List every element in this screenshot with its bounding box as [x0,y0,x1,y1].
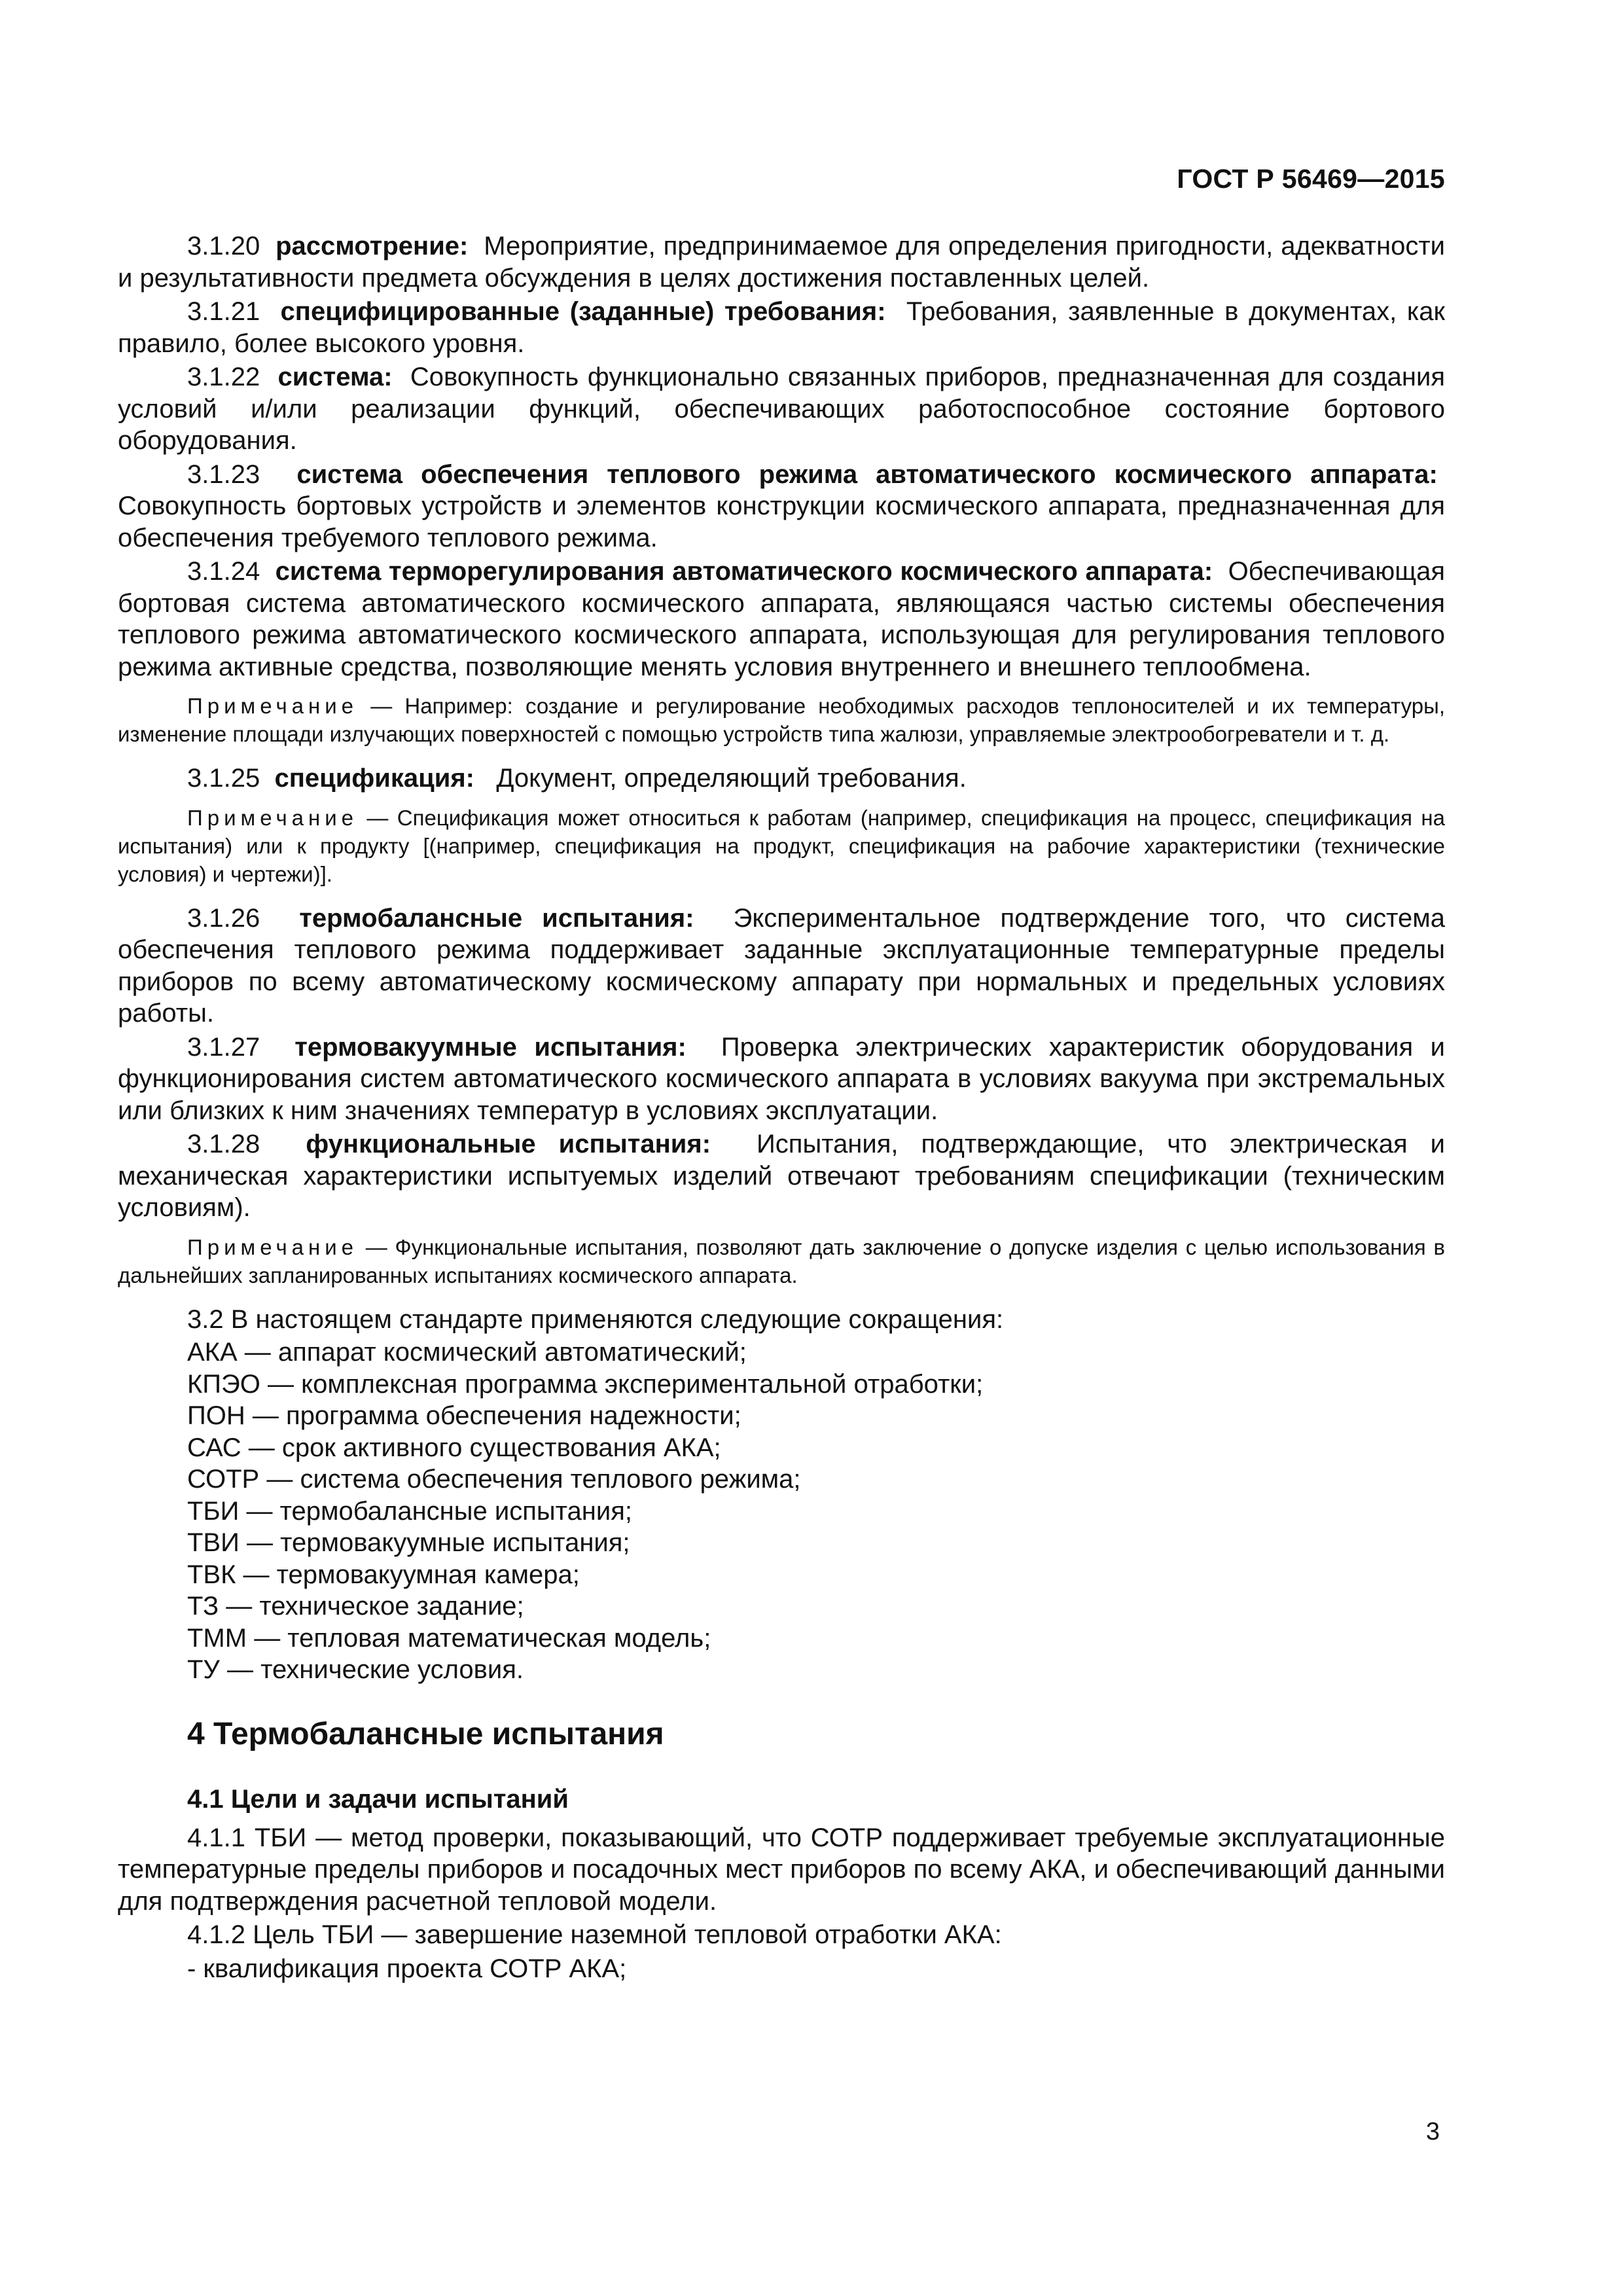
abbreviation-item: КПЭО — комплексная программа экспериментальной отработки; [187,1369,984,1399]
abbreviation-item: ТУ — технические условия. [187,1655,524,1684]
definition-text: Требования, заявленные в документах, как правило, более высокого уровня. [118,297,1445,358]
page-content [118,230,1445,1986]
note-text: — Функциональные испытания, позволяют дать заключение о допуске изделия с целью использования в дальнейших запланированных испытаниях космического аппарата. [118,1234,1446,1287]
abbreviation-item: ТБИ — термобалансные испытания; [187,1496,632,1526]
definition-number: 3.1.22 [187,363,260,391]
note-2 [118,804,1445,888]
bullet-item: - квалификация проекта СОТР АКА; [187,1954,627,1983]
definition-number: 3.1.23 [187,459,260,489]
definition-number: 3.1.28 [187,1130,260,1158]
definition-term: функциональные испытания: [306,1130,711,1158]
abbreviations-intro: 3.2 В настоящем стандарте применяются следующие сокращения: [187,1304,1004,1334]
section-4-heading: 4 Термобалансные испытания [187,1716,664,1751]
note-text: — Например: создание и регулирование необходимых расходов теплоносителей и их температуры, изменение площади излучающих поверхностей с помощью устройств типа жалюзи, управляемые электрообогреватели и т. д. [118,694,1445,746]
definition-3-1-27 [118,1031,1445,1127]
definition-3-1-20 [118,230,1445,294]
abbreviation-item: ТВИ — термовакуумные испытания; [187,1528,630,1557]
definition-text: Обеспечивающая бортовая система автоматического космического аппарата, являющаяся частью системы обеспечения теплового режима автоматического космического аппарата, использующая для регулирования теплового режима активные средства, позволяющие менять условия внутреннего и внешнего теплообмена. [118,557,1446,681]
definition-term: система: [277,363,393,391]
definition-term: система терморегулирования автоматического космического аппарата: [275,557,1213,586]
definition-3-1-23 [118,459,1445,554]
definition-3-1-28 [118,1128,1445,1224]
definition-number: 3.1.24 [187,557,260,586]
definition-number: 3.1.27 [187,1032,260,1062]
definition-3-1-26 [118,903,1445,1030]
definition-text: Проверка электрических характеристик оборудования и функционирования систем автоматического космического аппарата в условиях вакуума при экстремальных или близких к ним значениях температур в условиях эксплуатации. [118,1032,1445,1125]
abbreviation-item: ПОН — программа обеспечения надежности; [187,1401,741,1430]
abbreviation-item: САС — срок активного существования АКА; [187,1433,721,1462]
definition-3-1-22 [118,361,1445,457]
note-label: Примечание [187,694,359,718]
definition-text: Совокупность функционально связанных приборов, предназначенная для создания условий и/или реализации функций, обеспечивающих работоспособное состояние бортового оборудования. [118,363,1445,455]
definition-number: 3.1.25 [187,764,260,793]
abbreviation-item: ТВК — термовакуумная камера; [187,1560,580,1589]
definition-text: Испытания, подтверждающие, что электрическая и механическая характеристики испытуемых изделий отвечают требованиям спецификации (техническим условиям). [118,1130,1446,1222]
definition-term: система обеспечения теплового режима автоматического космического аппарата: [296,459,1438,489]
abbreviations-list [118,1336,1445,1686]
definition-text: Экспериментальное подтверждение того, что система обеспечения теплового режима поддерживает заданные эксплуатационные температурные пределы приборов по всему автоматическому космическому аппарату при нормальных и предельных условиях работы. [118,903,1445,1028]
document-id-header: ГОСТ Р 56469—2015 [1177,164,1445,194]
definition-term: специфицированные (заданные) требования: [280,297,886,326]
note-text: — Спецификация может относиться к работам (например, спецификация на процесс, спецификация на испытания) или к продукту [(например, спецификация на продукт, спецификация на рабочие характеристики (технические условия) и чертежи)]. [118,805,1445,886]
note-label: Примечание [187,805,359,830]
note-1 [118,692,1445,748]
page-number: 3 [1425,2118,1440,2145]
abbreviation-item: СОТР — система обеспечения теплового режима; [187,1465,801,1494]
definition-term: рассмотрение: [276,232,469,260]
definition-term: спецификация: [274,764,474,793]
paragraph-4-1-1: 4.1.1 ТБИ — метод проверки, показывающий, что СОТР поддерживает требуемые эксплуатационные температурные пределы приборов и посадочных мест приборов по всему АКА, и обеспечивающий данными для подтверждения расчетной тепловой модели. [118,1823,1445,1916]
definition-number: 3.1.21 [187,297,260,326]
definition-3-1-24 [118,556,1445,683]
note-3 [118,1233,1445,1289]
definition-number: 3.1.26 [187,903,260,933]
definition-term: термобалансные испытания: [299,903,694,933]
abbreviation-item: ТММ — тепловая математическая модель; [187,1623,711,1653]
definition-text: Документ, определяющий требования. [496,764,967,793]
abbreviation-item: ТЗ — техническое задание; [187,1592,524,1621]
definition-text: Мероприятие, предпринимаемое для определения пригодности, адекватности и результативности предмета обсуждения в целях достижения поставленных целей. [118,232,1446,293]
definition-number: 3.1.20 [187,232,260,260]
definition-text: Совокупность бортовых устройств и элементов конструкции космического аппарата, предназначенная для обеспечения требуемого теплового режима. [118,492,1445,552]
paragraph-4-1-2: 4.1.2 Цель ТБИ — завершение наземной тепловой отработки АКА: [187,1920,1002,1949]
abbreviation-item: АКА — аппарат космический автоматический; [187,1338,747,1367]
definition-3-1-25 [118,762,1445,795]
definition-term: термовакуумные испытания: [294,1032,687,1062]
definition-3-1-21 [118,296,1445,359]
section-4-1-heading: 4.1 Цели и задачи испытаний [187,1784,569,1814]
note-label: Примечание [187,1234,359,1259]
